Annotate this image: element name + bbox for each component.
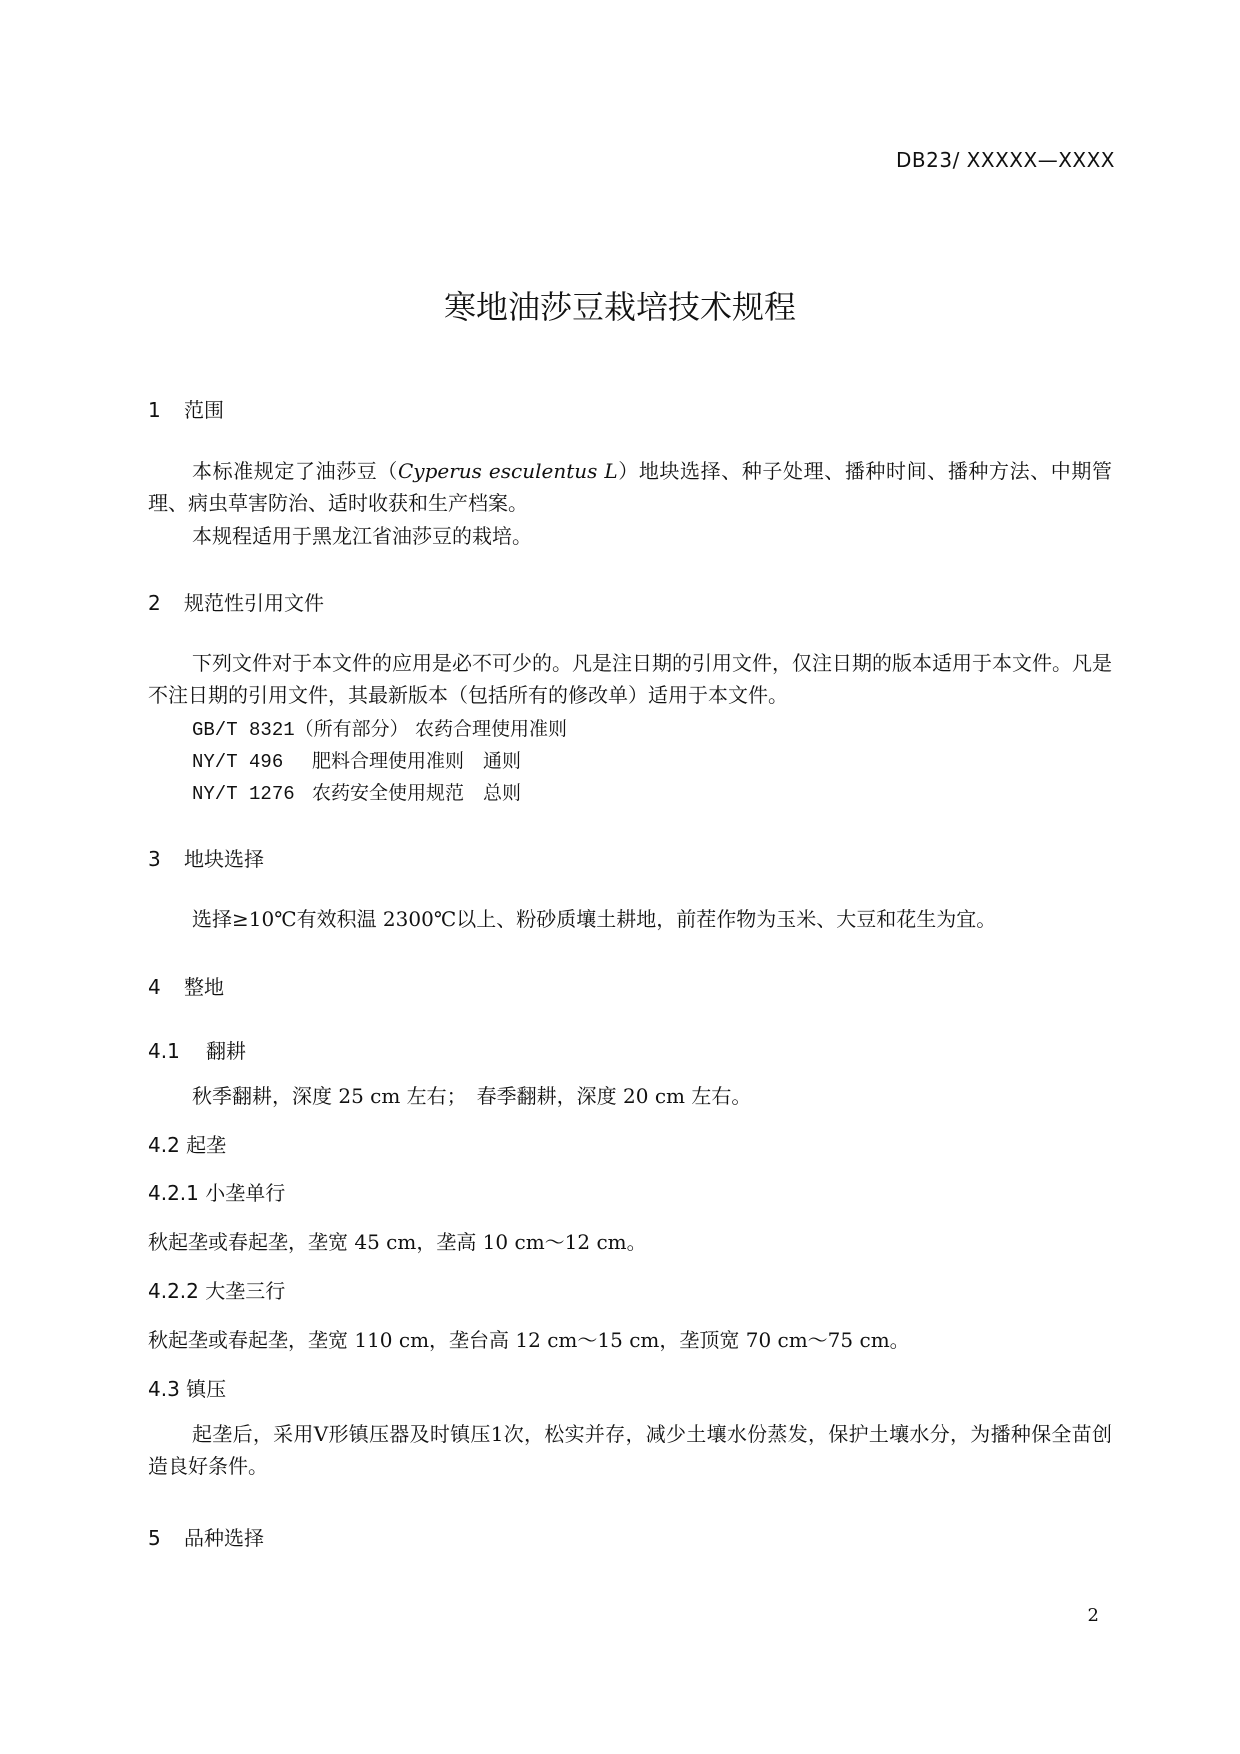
section-4-1-paragraph: 秋季翻耕，深度 25 cm 左右； 春季翻耕，深度 20 cm 左右。 (192, 1084, 752, 1108)
section-2-heading (148, 587, 324, 616)
section-2-paragraph-1: 下列文件对于本文件的应用是必不可少的。凡是注日期的引用文件，仅注日期的版本适用于本文件。凡是不注日期的引用文件，其最新版本（包括所有的修改单）适用于本文件。 (148, 651, 1112, 707)
section-4-2-heading: 4.2 起垄 (148, 1133, 227, 1157)
section-4-2-2-paragraph: 秋起垄或春起垄，垄宽 110 cm，垄台高 12 cm～15 cm，垄顶宽 70 cm～75 cm。 (148, 1328, 910, 1352)
reference-title: 农药合理使用准则 (415, 718, 568, 740)
reference-code: NY/T 496 (192, 751, 284, 773)
section-4-1-heading (148, 1035, 246, 1064)
latin-name: Cyperus esculentus L (398, 459, 618, 483)
section-4-3-paragraph: 起垄后，采用V形镇压器及时镇压1次，松实并存，减少土壤水份蒸发，保护土壤水分，为播种保全苗创造良好条件。 (148, 1422, 1112, 1478)
section-number: 1 (148, 398, 161, 422)
paragraph-text: ）地块选择、种子处理、播种时间、播种方法、中期管理、病虫草害防治、适时收获和生产档案。 (148, 459, 1113, 515)
section-1-paragraph-2: 本规程适用于黑龙江省油莎豆的栽培。 (192, 524, 532, 548)
section-4-heading (148, 971, 224, 1000)
section-number: 2 (148, 591, 161, 615)
section-title: 品种选择 (184, 1526, 264, 1550)
section-number: 3 (148, 847, 161, 871)
section-title: 整地 (184, 975, 224, 999)
section-title: 范围 (184, 398, 224, 422)
section-3-heading (148, 843, 264, 872)
section-1-paragraph-1 (148, 455, 1112, 519)
section-4-2-1-paragraph: 秋起垄或春起垄，垄宽 45 cm，垄高 10 cm～12 cm。 (148, 1230, 647, 1254)
document-title: 寒地油莎豆栽培技术规程 (443, 288, 796, 326)
section-title: 地块选择 (184, 847, 264, 871)
paragraph-text: 本标准规定了油莎豆（ (192, 459, 398, 483)
section-number: 4.1 (148, 1039, 180, 1063)
reference-title: 肥料合理使用准则 通则 (312, 750, 522, 772)
reference-item-2 (192, 746, 521, 773)
reference-title: 农药安全使用规范 总则 (312, 782, 522, 804)
section-4-3-heading: 4.3 镇压 (148, 1377, 227, 1401)
standard-number: DB23/ XXXXX—XXXX (896, 148, 1115, 172)
section-number: 5 (148, 1526, 161, 1550)
section-4-2-2-heading: 4.2.2 大垄三行 (148, 1279, 286, 1303)
section-3-paragraph-1: 选择≥10℃有效积温 2300℃以上、粉砂质壤土耕地，前茬作物为玉米、大豆和花生为宜。 (192, 907, 997, 931)
reference-code: NY/T 1276 (192, 783, 295, 805)
reference-code: GB/T 8321（所有部分） (192, 719, 409, 741)
section-4-2-1-heading: 4.2.1 小垄单行 (148, 1181, 286, 1205)
section-number: 4 (148, 975, 161, 999)
reference-item-3 (192, 778, 521, 805)
section-1-heading (148, 394, 224, 423)
section-title: 规范性引用文件 (184, 591, 324, 615)
page-number: 2 (1087, 1605, 1099, 1626)
section-5-heading (148, 1522, 264, 1551)
section-title: 翻耕 (206, 1039, 246, 1063)
reference-item-1 (192, 714, 567, 741)
